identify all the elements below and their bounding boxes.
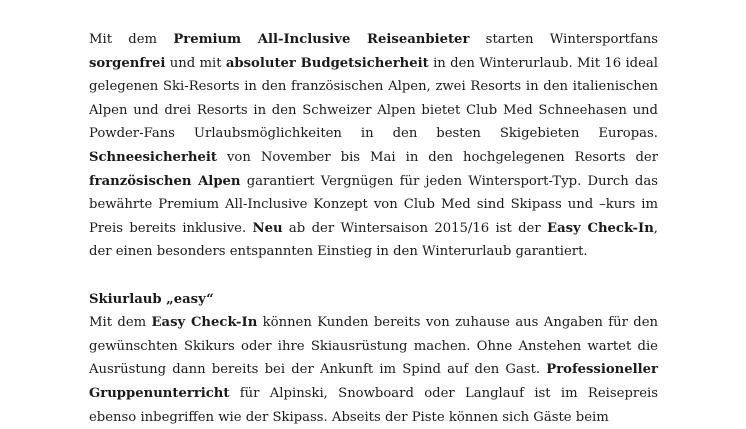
text-run: ab der Wintersaison 2015/16 ist der xyxy=(282,220,548,236)
bold-run: sorgenfrei xyxy=(89,55,166,71)
text-run: von November bis Mai in den hochgelegenen Resorts der xyxy=(216,149,658,165)
text-run: für Alpinski, Snowboard oder Langlauf ist im Reisepreis ebenso inbegriffen wie der Skipass. Abseits der Piste können sich Gäste beim xyxy=(89,385,658,425)
bold-run: Schneesicherheit xyxy=(89,149,217,165)
bold-run: Easy Check-In xyxy=(547,220,654,236)
intro-paragraph xyxy=(89,28,658,264)
text-run: Mit dem xyxy=(89,315,152,331)
text-run: in den Winterurlaub. Mit 16 ideal gelegenen Ski-Resorts in den französischen Alpen, zwei Resorts in den italienischen Alpen und drei Resorts in den Schweizer Alpen bietet Club Med Schneehasen und Powder-Fans Urlaubsmöglichkeiten in den besten Skigebieten Europas. xyxy=(89,55,659,142)
bold-run: Easy Check-In xyxy=(151,315,258,331)
text-run: Mit dem xyxy=(89,32,174,47)
text-run: garantiert Vergnügen für jeden Wintersport-Typ. Durch das bewährte Premium All-Inclusive Konzept von Club Med sind Skipass und –kurs im Preis bereits inklusive. xyxy=(89,173,659,236)
bold-run: französischen Alpen xyxy=(89,173,241,189)
bold-run: Professioneller Gruppenunterricht xyxy=(89,362,658,401)
paragraph-spacer xyxy=(89,264,658,288)
bold-run: absoluter Budgetsicherheit xyxy=(225,55,429,71)
text-run: und mit xyxy=(165,55,226,71)
bold-run: Premium All-Inclusive Reiseanbieter xyxy=(173,32,470,47)
text-run: , der einen besonders entspannten Einstieg in den Winterurlaub garantiert. xyxy=(89,220,658,260)
section-paragraph xyxy=(89,311,658,429)
text-run: starten Wintersportfans xyxy=(469,32,658,47)
text-run: können Kunden bereits von zuhause aus Angaben für den gewünschten Skikurs oder ihre Skiausrüstung machen. Ohne Anstehen wartet die Ausrüstung dann bereits bei der Ankunft im Spind auf den Gast. xyxy=(89,315,658,378)
bold-run: Neu xyxy=(252,220,283,236)
section-heading: Skiurlaub „easy“ xyxy=(89,291,214,307)
document-body xyxy=(89,28,658,429)
